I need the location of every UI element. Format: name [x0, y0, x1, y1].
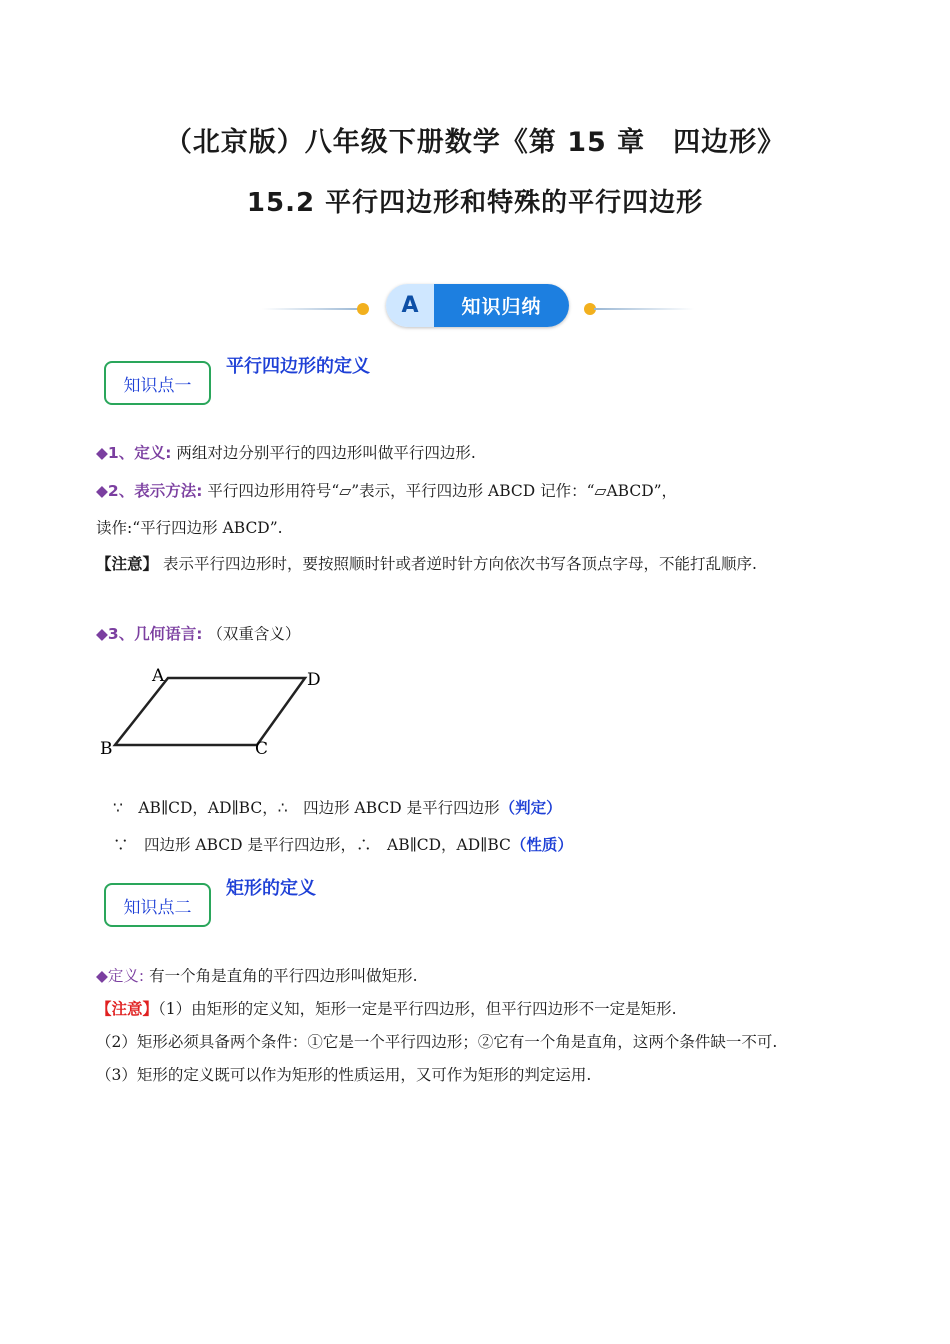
rectangle-definition-text: 有一个角是直角的平行四边形叫做矩形. [149, 967, 418, 985]
rectangle-note-text: （1）由矩形的定义知，矩形一定是平行四边形，但平行四边形不一定是矩形. [158, 1000, 677, 1018]
notation-label: ◆2、表示方法: [96, 482, 203, 500]
rectangle-note-line [96, 997, 677, 1019]
judgement-tag: （判定） [499, 799, 562, 817]
section-banner [386, 284, 569, 327]
reasoning-property-text: ∵ 四边形 ABCD 是平行四边形，∴ AB∥CD，AD∥BC [113, 836, 511, 854]
knowledge-point-2-title: 矩形的定义 [226, 878, 316, 899]
vertex-label-c: C [255, 739, 269, 759]
definition-text: 两组对边分别平行的四边形叫做平行四边形. [176, 444, 476, 462]
note-text: 表示平行四边形时，要按照顺时针或者逆时针方向依次书写各顶点字母，不能打乱顺序. [162, 555, 757, 573]
rectangle-point-2: （2）矩形必须具备两个条件：①它是一个平行四边形；②它有一个角是直角，这两个条件缺一不可. [96, 1033, 778, 1051]
knowledge-point-2-box: 知识点二 [104, 883, 211, 927]
reasoning-judgement-text: ∵ AB∥CD，AD∥BC，∴ 四边形 ABCD 是平行四边形 [113, 799, 500, 817]
banner-left-line [262, 308, 362, 310]
vertex-label-a: A [152, 666, 165, 686]
vertex-label-b: B [100, 739, 113, 759]
banner-label: 知识归纳 [434, 284, 569, 327]
rectangle-definition-label: ◆定义: [96, 967, 145, 985]
rectangle-definition-line [96, 964, 418, 986]
geometry-language-text: （双重含义） [207, 625, 301, 643]
reasoning-judgement [113, 796, 562, 818]
page-subtitle: 15.2 平行四边形和特殊的平行四边形 [246, 188, 704, 218]
note-label: 【注意】 [96, 555, 159, 573]
knowledge-point-1-title: 平行四边形的定义 [226, 356, 370, 377]
definition-line [96, 441, 476, 463]
parallelogram-shape [115, 678, 305, 745]
note-line [96, 552, 757, 574]
notation-line [96, 479, 677, 501]
property-tag: （性质） [510, 836, 573, 854]
geometry-language-line [96, 622, 300, 644]
parallelogram-figure [95, 660, 335, 760]
rectangle-note-label: 【注意】 [96, 1000, 159, 1018]
reasoning-property [113, 833, 573, 855]
notation-text: 平行四边形用符号“▱”表示，平行四边形 ABCD 记作：“▱ABCD”， [207, 482, 678, 500]
banner-letter: A [386, 284, 434, 327]
page-title: （北京版）八年级下册数学《第 15 章 四边形》 [164, 127, 786, 158]
knowledge-point-1-box: 知识点一 [104, 361, 211, 405]
banner-right-line [594, 308, 694, 310]
rectangle-point-3: （3）矩形的定义既可以作为矩形的性质运用，又可作为矩形的判定运用. [96, 1066, 592, 1084]
geometry-language-label: ◆3、几何语言: [96, 625, 203, 643]
definition-label: ◆1、定义: [96, 444, 172, 462]
notation-reading: 读作:“平行四边形 ABCD”. [96, 519, 283, 537]
banner-left-dot [357, 303, 369, 315]
vertex-label-d: D [307, 670, 321, 690]
